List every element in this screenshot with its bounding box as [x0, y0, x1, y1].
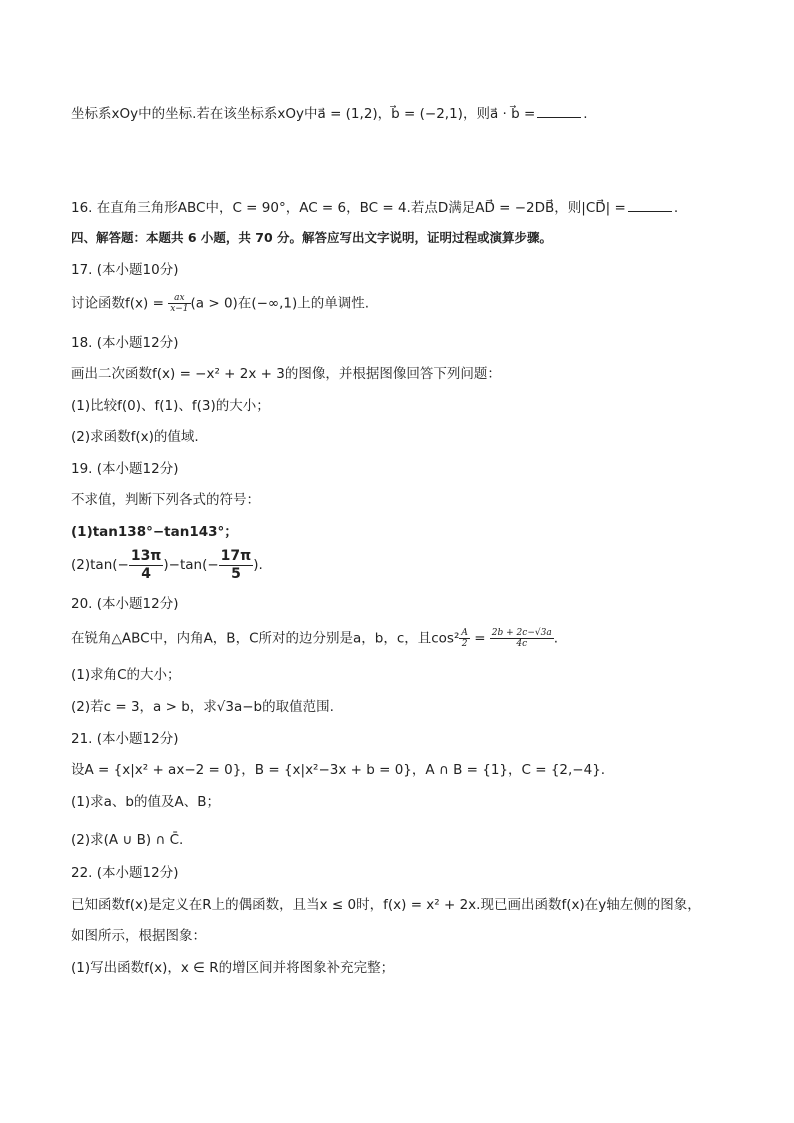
q19-part2: (2)tan(− $\frac{13\pi}{4}$ )−tan(− $\frac{17\pi}{5}$ ). — [71, 547, 263, 582]
fraction: $\frac{ax}{x-1}$ — [170, 293, 189, 314]
q17-header: 17. (本小题10分) — [71, 262, 179, 278]
q21-header: 21. (本小题12分) — [71, 731, 179, 747]
q22-part1: (1)写出函数f(x)，x ∈ R的增区间并将图象补充完整； — [71, 960, 395, 976]
q19-part1: (1)tan138°−tan143°； — [71, 524, 238, 540]
q17-body: 讨论函数f(x) = $\frac{ax}{x-1}$ (a > 0)在(−∞,1)上的单调性. — [71, 293, 370, 314]
q20-body: 在锐角△ABC中，内角A，B，C所对的边分别是a，b，c，且cos² $\frac{A}{2}$ = $\frac{2b + 2c-√3a}{4c}$ . — [71, 628, 558, 649]
q22-body-line1: 已知函数f(x)是定义在R上的偶函数，且当x ≤ 0时，f(x) = x² + 2x.现已画出函数f(x)在y轴左侧的图象， — [71, 897, 701, 913]
q22-header: 22. (本小题12分) — [71, 865, 179, 881]
q20-header: 20. (本小题12分) — [71, 596, 179, 612]
q16: 16. 在直角三角形ABC中，C = 90°，AC = 6，BC = 4.若点D满足AD⃗ = −2DB⃗，则|CD⃗| = . — [71, 197, 678, 218]
answer-blank[interactable] — [628, 197, 672, 212]
q15-continuation: 坐标系xOy中的坐标.若在该坐标系xOy中a⃗ = (1,2)，b⃗ = (−2,1)，则a⃗ · b⃗ = . — [71, 103, 588, 124]
fraction: $\frac{13\pi}{4}$ — [130, 547, 162, 582]
q21-part2: (2)求(A ∪ B) ∩ C̄. — [71, 832, 184, 848]
q18-body: 画出二次函数f(x) = −x² + 2x + 3的图像，并根据图像回答下列问题： — [71, 366, 501, 382]
fraction: $\frac{17\pi}{5}$ — [220, 547, 252, 582]
q18-part2: (2)求函数f(x)的值域. — [71, 429, 199, 445]
q21-body: 设A = {x|x² + ax−2 = 0}，B = {x|x²−3x + b = 0}，A ∩ B = {1}，C = {2,−4}. — [71, 762, 606, 778]
q18-header: 18. (本小题12分) — [71, 335, 179, 351]
q19-body: 不求值，判断下列各式的符号： — [71, 492, 260, 508]
q20-part2: (2)若c = 3，a > b，求√3a−b的取值范围. — [71, 699, 334, 715]
fraction: $\frac{2b + 2c-√3a}{4c}$ — [491, 628, 552, 649]
q22-body-line2: 如图所示，根据图象： — [71, 928, 206, 944]
section-heading: 四、解答题：本题共 6 小题，共 70 分。解答应写出文字说明，证明过程或演算步骤。 — [71, 230, 553, 245]
q21-part1: (1)求a、b的值及A、B； — [71, 794, 220, 810]
q19-header: 19. (本小题12分) — [71, 461, 179, 477]
q20-part1: (1)求角C的大小； — [71, 667, 181, 683]
answer-blank[interactable] — [537, 103, 581, 118]
fraction: $\frac{A}{2}$ — [461, 628, 468, 649]
q18-part1: (1)比较f(0)、f(1)、f(3)的大小； — [71, 398, 270, 414]
